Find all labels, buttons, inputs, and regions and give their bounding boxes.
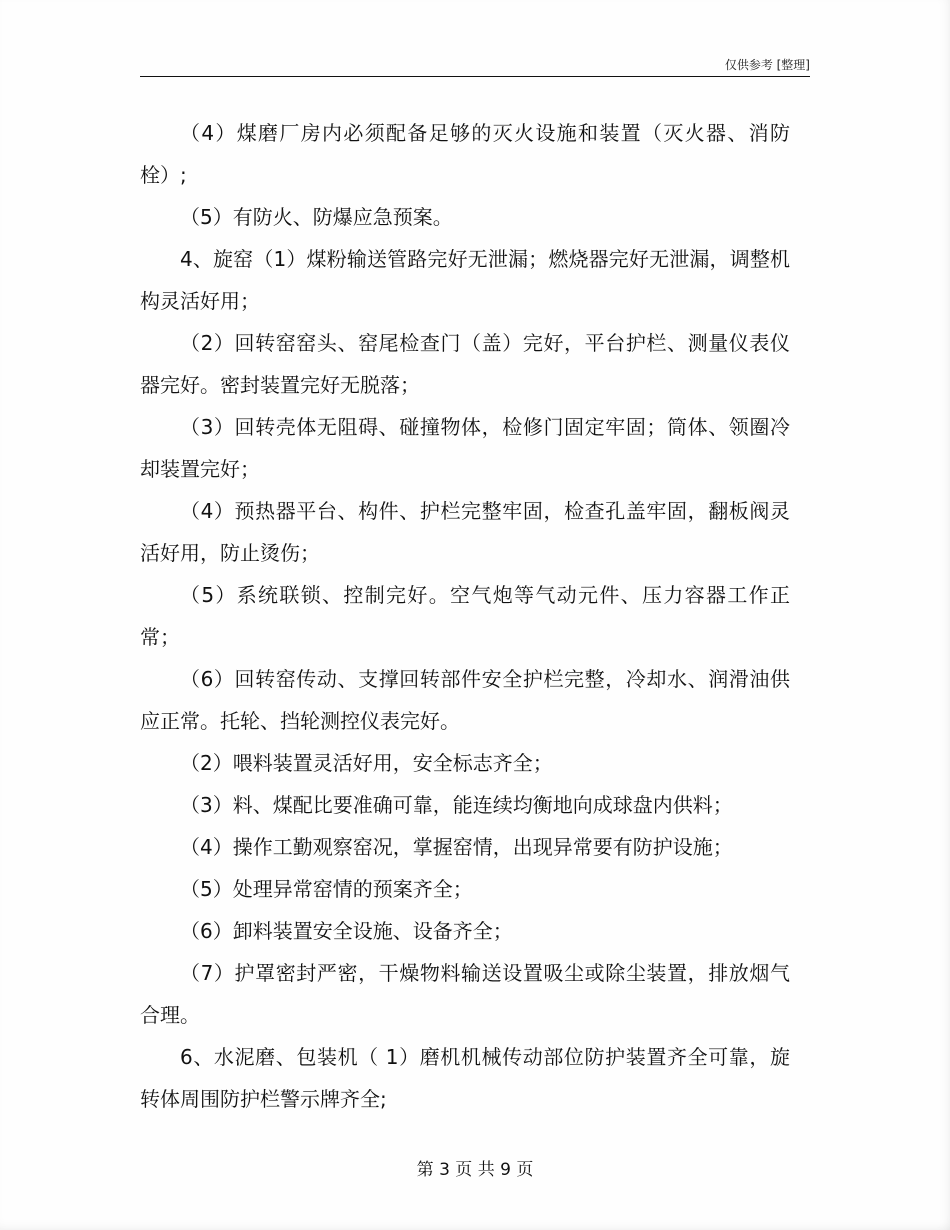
paragraph-14: （7）护罩密封严密，干燥物料输送设置吸尘或除尘装置，排放烟气合理。: [140, 961, 790, 1027]
paragraph-10: （3）料、煤配比要准确可靠，能连续均衡地向成球盘内供料；: [180, 793, 733, 817]
paragraph-11: （4）操作工勤观察窑况，掌握窑情，出现异常要有防护设施；: [180, 835, 733, 859]
header-divider: [140, 76, 810, 77]
paragraph-6: （4）预热器平台、构件、护栏完整牢固，检查孔盖牢固，翻板阀灵活好用，防止烫伤；: [140, 499, 790, 565]
page-number-footer: 第 3 页 共 9 页: [416, 1160, 534, 1180]
paragraph-9: （2）喂料装置灵活好用，安全标志齐全；: [180, 751, 553, 775]
paragraph-12: （5）处理异常窑情的预案齐全；: [180, 877, 473, 901]
paragraph-5: （3）回转壳体无阻碍、碰撞物体，检修门固定牢固；筒体、领圈冷却装置完好；: [140, 415, 790, 481]
header-label: 仅供参考 [整理]: [724, 58, 810, 72]
paragraph-13: （6）卸料装置安全设施、设备齐全；: [180, 919, 513, 943]
paragraph-1: （4）煤磨厂房内必须配备足够的灭火设施和装置（灭火器、消防栓）;: [140, 121, 790, 187]
paragraph-7: （5）系统联锁、控制完好。空气炮等气动元件、压力容器工作正常；: [140, 583, 790, 649]
paragraph-8: （6）回转窑传动、支撑回转部件安全护栏完整，冷却水、润滑油供应正常。托轮、挡轮测控仪表完好。: [140, 667, 790, 733]
document-body: [140, 112, 790, 1120]
paragraph-2: （5）有防火、防爆应急预案。: [180, 205, 453, 229]
paragraph-3: 4、旋窑（1）煤粉输送管路完好无泄漏；燃烧器完好无泄漏，调整机构灵活好用；: [140, 247, 790, 313]
paragraph-4: （2）回转窑窑头、窑尾检查门（盖）完好，平台护栏、测量仪表仪器完好。密封装置完好无脱落；: [140, 331, 790, 397]
paragraph-15: 6、水泥磨、包装机（ 1）磨机机械传动部位防护装置齐全可靠，旋转体周围防护栏警示牌齐全;: [140, 1045, 790, 1111]
